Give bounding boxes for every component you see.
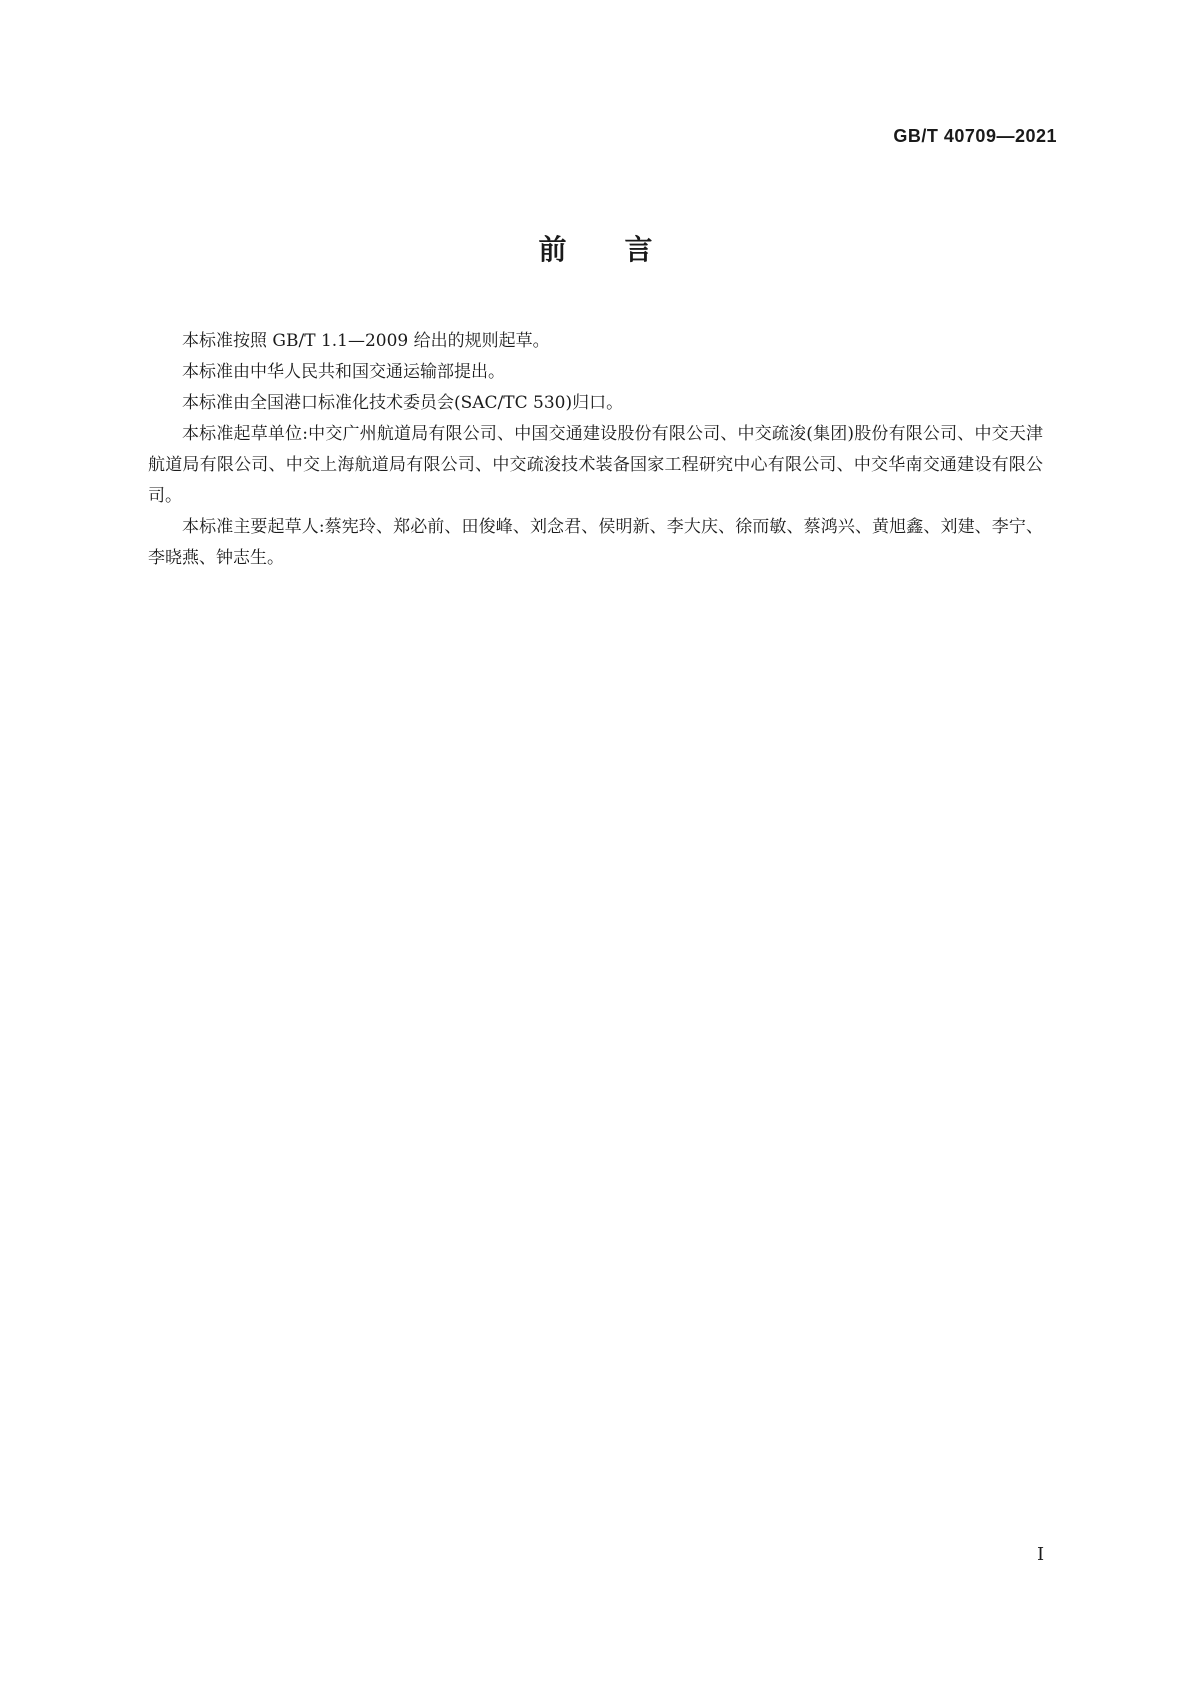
page-title: 前言 [538,233,711,266]
paragraph-proposer: 本标准由中华人民共和国交通运输部提出。 [182,362,505,382]
page-number: I [1037,1544,1045,1565]
foreword-body [148,326,1043,574]
paragraph-drafting-units: 本标准起草单位:中交广州航道局有限公司、中国交通建设股份有限公司、中交疏浚(集团)股份有限公司、中交天津航道局有限公司、中交上海航道局有限公司、中交疏浚技术装备国家工程研究中心有限公司、中交华南交通建设有限公司。 [148,424,1043,506]
paragraph-drafters: 本标准主要起草人:蔡宪玲、郑必前、田俊峰、刘念君、侯明新、李大庆、徐而敏、蔡鸿兴、黄旭鑫、刘建、李宁、李晓燕、钟志生。 [148,517,1043,568]
paragraph-drafting-rules: 本标准按照 GB/T 1.1—2009 给出的规则起草。 [182,331,550,351]
document-code: GB/T 40709—2021 [893,126,1057,146]
paragraph-committee: 本标准由全国港口标准化技术委员会(SAC/TC 530)归口。 [182,393,624,413]
